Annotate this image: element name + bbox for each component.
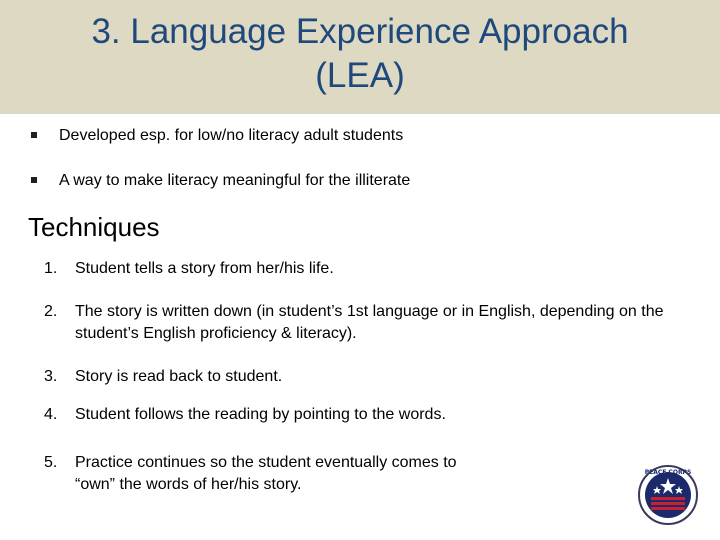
technique-number: 5. (44, 454, 58, 471)
slide-title: 3. Language Experience Approach (LEA) (91, 12, 629, 95)
technique-text: Practice continues so the student eventually comes to “own” the words of her/his story. (75, 454, 457, 493)
square-bullet-icon (31, 177, 37, 183)
bullet-item (28, 123, 698, 149)
technique-text: The story is written down (in student’s 1st language or in English, depending on the student’s English proficiency & literacy). (75, 303, 664, 342)
svg-text:PEACE CORPS: PEACE CORPS (644, 469, 692, 476)
square-bullet-icon (31, 132, 37, 138)
technique-number: 2. (44, 303, 58, 320)
bullet-item (28, 168, 698, 194)
bullet-text: A way to make literacy meaningful for the illiterate (59, 172, 411, 189)
technique-number: 1. (44, 260, 58, 277)
technique-text: Story is read back to student. (75, 368, 283, 385)
technique-number: 4. (44, 406, 58, 423)
peace-corps-seal-icon (637, 464, 699, 526)
bullet-list (28, 123, 698, 213)
technique-number: 3. (44, 368, 58, 385)
technique-text: Student tells a story from her/his life. (75, 260, 334, 277)
technique-text: Student follows the reading by pointing to the words. (75, 406, 446, 423)
techniques-heading: Techniques (28, 212, 160, 242)
bullet-text: Developed esp. for low/no literacy adult students (59, 127, 404, 144)
